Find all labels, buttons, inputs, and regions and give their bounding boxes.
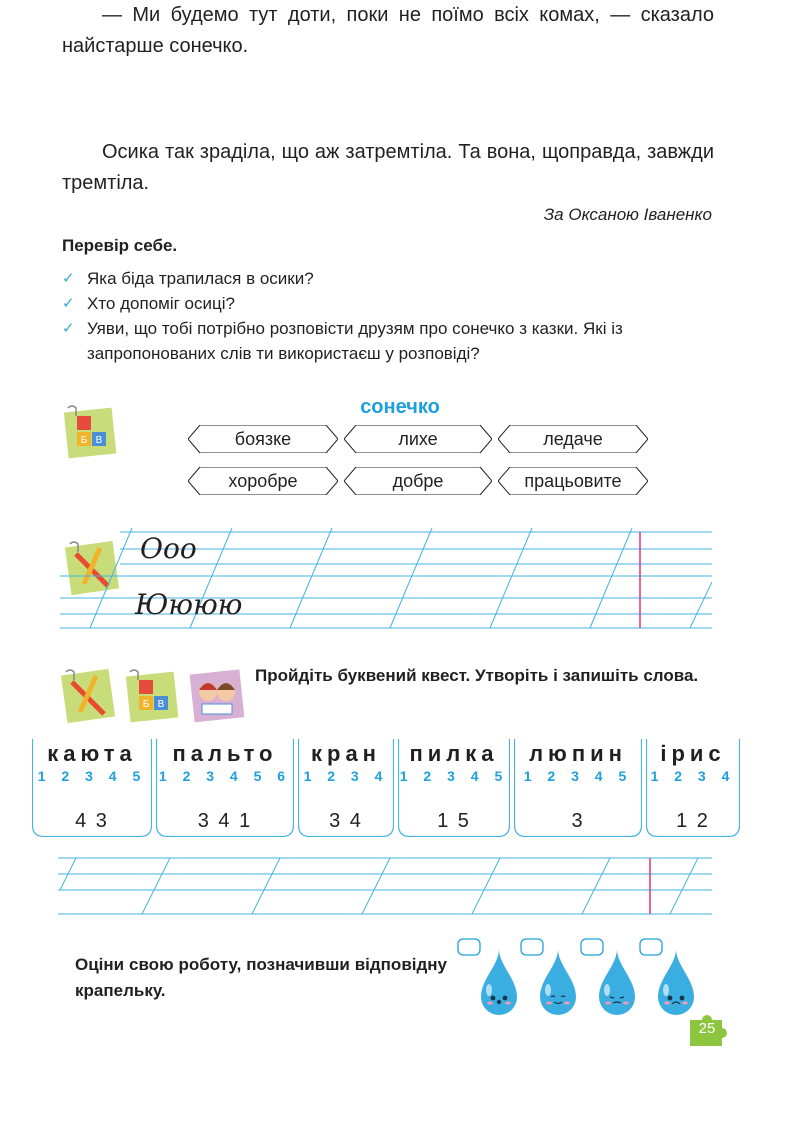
question-text: Хто допоміг осиці? [87,294,235,313]
water-drop-icon [599,949,635,1015]
quest-answer-code: 3 4 [329,810,363,832]
question-text: Яка біда трапилася в осики? [87,269,314,288]
quest-word: каюта [47,741,137,766]
quest-letter-numbers: 1 2 3 4 [650,768,736,784]
checkmark-icon: ✓ [62,295,75,312]
word-option[interactable]: хоробре [188,467,338,495]
word-option[interactable]: боязке [188,425,338,453]
water-drop-icon [658,949,694,1015]
quest-card[interactable] [298,739,394,837]
question-item [62,291,722,316]
story-paragraph-2: Осика так зраділа, що аж затремтіла. Та вона, щоправда, завжди тремтіла. [62,141,714,194]
story-paragraph-1: — Ми будемо тут доти, поки не поїмо всіх комах, — сказало найстарше сонечко. [62,4,714,57]
word-option[interactable]: ледаче [498,425,648,453]
children-reading-sticker-icon [186,666,246,726]
water-drop-icon [540,949,576,1015]
svg-text:Б: Б [80,435,88,446]
quest-word: іриc [660,741,726,766]
question-item [62,266,722,291]
svg-text:В: В [157,699,165,710]
quest-letter-numbers: 1 2 3 4 [303,768,389,784]
rating-drops[interactable] [455,935,710,1035]
word-option[interactable]: лихе [344,425,492,453]
rating-checkbox [640,939,662,955]
quest-answer-code: 4 3 [75,810,109,832]
words-title: сонечко [360,396,440,418]
svg-text:Б: Б [142,699,150,710]
quest-letter-numbers: 1 2 3 4 5 6 [158,768,292,784]
quest-card[interactable] [32,739,152,837]
page-number: 25 [698,1020,716,1037]
story [62,0,714,62]
rating-checkbox [521,939,543,955]
quest-answer-code: 1 2 [676,810,710,832]
rating-instruction: Оціни свою роботу, позначивши відповідну крапельку. [75,955,447,1000]
quest-card[interactable] [514,739,642,837]
blocks-sticker-icon [122,666,182,726]
handwriting-sample-1: Ооо [140,532,197,565]
svg-text:В: В [95,435,103,446]
word-option[interactable]: працьовите [498,467,648,495]
checkmark-icon: ✓ [62,320,75,337]
word-option[interactable]: добре [344,467,492,495]
story-author: За Оксаною Іваненко [543,205,712,224]
check-title: Перевір себе. [62,236,178,255]
quest-instruction: Пройдіть буквений квест. Утворіть і запишіть слова. [255,666,699,685]
rating-checkbox [581,939,603,955]
quest-letter-numbers: 1 2 3 4 5 [523,768,633,784]
quest-card[interactable] [156,739,294,837]
quest-card[interactable] [398,739,510,837]
page-number-badge [684,1010,730,1050]
quest-word: пальто [172,741,278,766]
quest-letter-numbers: 1 2 3 4 5 [399,768,509,784]
answer-writing-lines[interactable] [58,856,712,923]
quest-word: кран [311,741,381,766]
quest-answer-code: 3 [571,810,585,832]
question-list [62,266,722,366]
water-drop-icon [481,949,517,1015]
quest-word: люпин [529,741,627,766]
quest-answer-code: 1 5 [437,810,471,832]
story-second [62,137,714,199]
quest-answer-code: 3 4 1 [197,810,253,832]
pencil-sticker-icon [58,666,118,726]
checkmark-icon: ✓ [62,270,75,287]
quest-letter-numbers: 1 2 3 4 5 [37,768,147,784]
question-text: Уяви, що тобі потрібно розповісти друзям про сонечко з казки. Які із запропонованих слів ти використаєш у розповіді? [87,319,623,363]
rating-checkbox [458,939,480,955]
quest-card[interactable] [646,739,740,837]
question-item [62,316,722,366]
quest-word: пилка [409,741,499,766]
handwriting-sample-2: Юююю [135,588,243,621]
